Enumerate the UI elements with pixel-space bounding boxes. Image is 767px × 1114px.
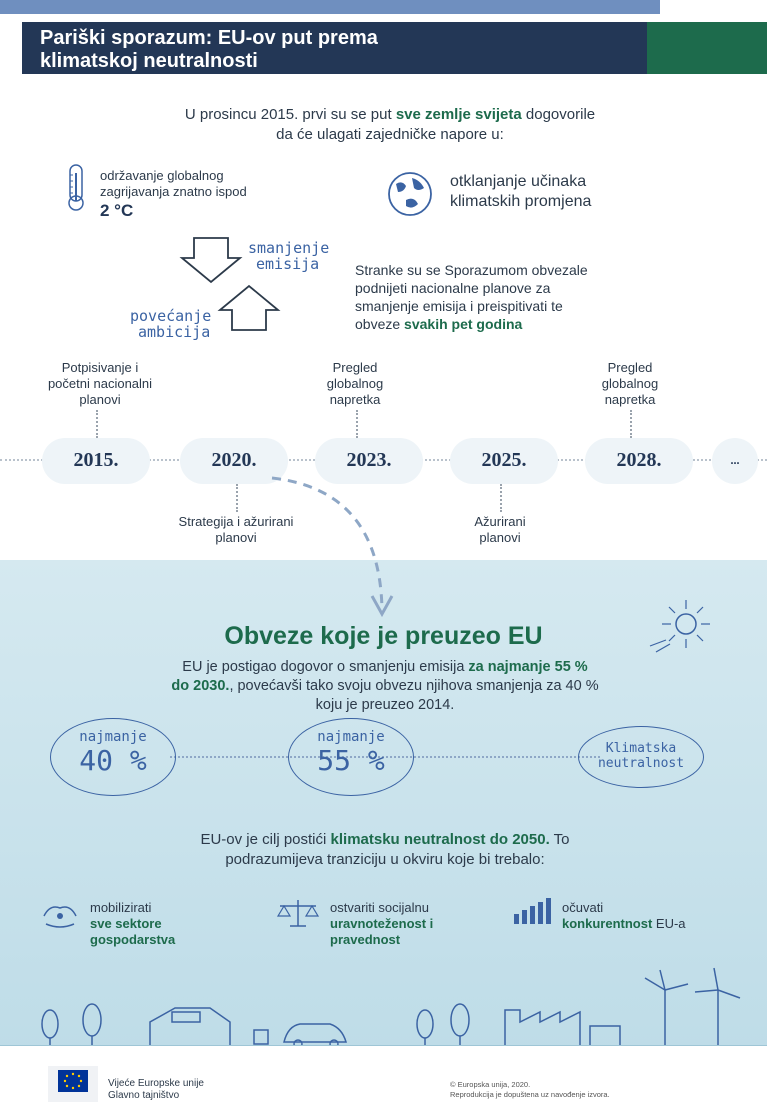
thermometer-icon <box>62 163 90 213</box>
bar-chart-icon <box>512 898 554 924</box>
goal-2050-text: EU-ov je cilj postići klimatsku neutralnost do 2050. To podrazumijeva tranziciju u okviru koje bi trebalo: <box>200 831 570 868</box>
target-55-percent: najmanje 55 % <box>288 718 414 796</box>
target-40-percent: najmanje 40 % <box>50 718 176 796</box>
timeline-connector <box>356 410 358 438</box>
timeline-label-2028: Pregled globalnog napretka <box>601 360 659 407</box>
target-climate-neutrality: Klimatska neutralnost <box>578 726 704 788</box>
action-social-balance: ostvariti socijalnu uravnoteženost i pravednost <box>330 900 434 947</box>
timeline-label-2020: Strategija i ažurirani planovi <box>178 514 294 545</box>
title-accent-block <box>647 22 767 74</box>
timeline-connector <box>500 484 502 512</box>
year-2020: 2020. <box>211 449 257 471</box>
goal-climate: otklanjanje učinaka klimatskih promjena <box>450 173 592 210</box>
eu-council-logo-icon <box>48 1066 98 1102</box>
top-accent-band <box>0 0 660 14</box>
year-2023: 2023. <box>346 449 392 471</box>
timeline-label-2025: Ažurirani planovi <box>474 514 526 545</box>
intro-text: U prosincu 2015. prvi su se put sve zemlje svijeta dogovorile da će ulagati zajedničke napore u: <box>184 106 596 143</box>
action-competitiveness: očuvati konkurentnost EU-a <box>562 900 686 931</box>
label-increase-ambition: povećanje ambicija <box>130 307 212 341</box>
hands-icon <box>40 900 80 932</box>
timeline-label-2015: Potpisivanje i početni nacionalni planovi <box>47 360 153 407</box>
label-reduce-emissions: smanjenje emisija <box>248 239 330 273</box>
year-2028: 2028. <box>616 449 662 471</box>
timeline-connector <box>630 410 632 438</box>
footer-organization: Vijeće Europske unije Glavno tajništvo <box>108 1078 204 1101</box>
footer-copyright: © Europska unija, 2020. Reprodukcija je dopuštena uz navođenje izvora. <box>450 1080 610 1099</box>
page-title: Pariški sporazum: EU-ov put prema klimatskoj neutralnosti <box>40 27 378 72</box>
globe-icon <box>386 170 434 218</box>
arrow-down-icon <box>180 236 242 284</box>
eu-commitment-text: EU je postigao dogovor o smanjenju emisija za najmanje 55 % do 2030., povećavši tako svoju obvezu njihova smanjenja za 40 % koju je preuzeo 2014. <box>171 659 599 713</box>
year-more: ... <box>730 453 740 467</box>
timeline-connector <box>96 410 98 438</box>
timeline-connector <box>236 484 238 512</box>
action-mobilize: mobilizirati sve sektore gospodarstva <box>90 900 176 947</box>
timeline-label-2023: Pregled globalnog napretka <box>326 360 384 407</box>
scales-icon <box>276 898 320 930</box>
year-2015: 2015. <box>73 449 119 471</box>
goal-temperature: održavanje globalnog zagrijavanja znatno ispod 2 °C <box>100 168 247 220</box>
cycle-text: Stranke su se Sporazumom obvezale podnijeti nacionalne planove za smanjenje emisija i preispitivati te obveze svakih pet godina <box>355 262 588 332</box>
dashed-arrow-icon <box>270 470 400 620</box>
eu-heading: Obveze koje je preuzeo EU <box>224 622 543 650</box>
year-2025: 2025. <box>481 449 527 471</box>
landscape-illustration <box>0 960 767 1050</box>
